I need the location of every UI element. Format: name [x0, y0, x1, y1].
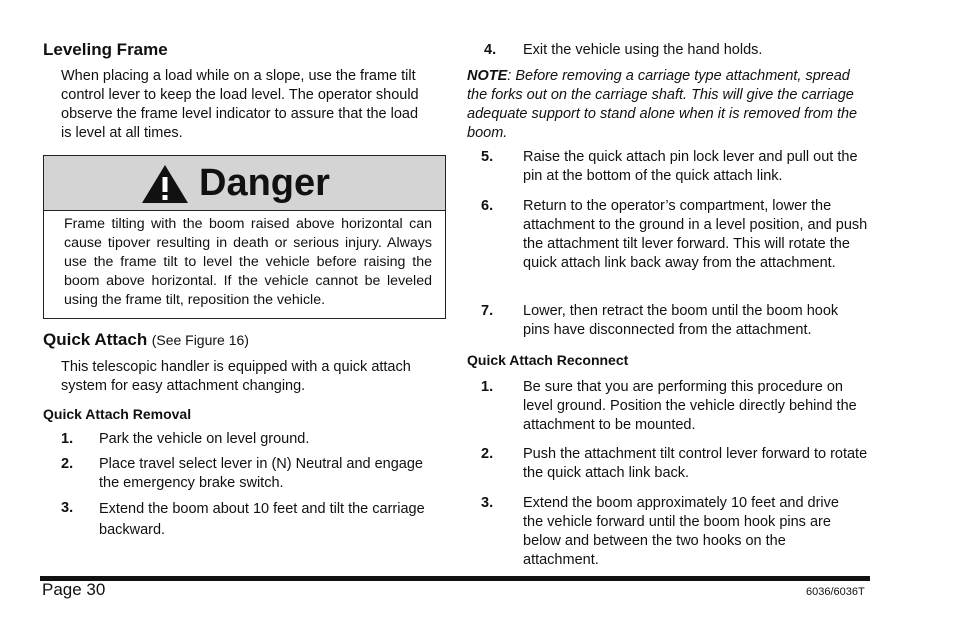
- reconnect-step-1-text: Be sure that you are performing this procedure on level ground. Position the vehicle directly behind the attachment to be mounted.: [523, 379, 857, 433]
- danger-title: Danger: [199, 162, 330, 204]
- removal-step-2-text: Place travel select lever in (N) Neutral and engage the emergency brake switch.: [99, 456, 423, 491]
- reconnect-step-2-number: 2.: [481, 446, 494, 462]
- note-paragraph: [467, 67, 862, 143]
- reconnect-step-3-number: 3.: [481, 495, 494, 511]
- note-label: NOTE: [467, 68, 508, 84]
- removal-heading: Quick Attach Removal: [43, 406, 192, 422]
- warning-triangle-icon: [140, 163, 190, 205]
- model-number: 6036/6036T: [806, 586, 865, 598]
- removal-step-7-number: 7.: [481, 303, 494, 319]
- removal-step-3-text: Extend the boom about 10 feet and tilt the carriage backward.: [99, 501, 425, 538]
- removal-step-5-text: Raise the quick attach pin lock lever and pull out the pin at the bottom of the quick attach link.: [523, 149, 858, 184]
- danger-header: [44, 156, 445, 211]
- removal-step-2-number: 2.: [61, 456, 74, 472]
- removal-step-4-number: 4.: [484, 42, 497, 58]
- note-text: : Before removing a carriage type attachment, spread the forks out on the carriage shaft. This will give the carriage adequate support to stand alone when it is removed from the boom.: [467, 68, 858, 141]
- removal-step-3-number: 3.: [61, 500, 74, 516]
- reconnect-step-1-number: 1.: [481, 379, 494, 395]
- page-number: Page 30: [42, 580, 106, 599]
- removal-step-6-text: Return to the operator’s compartment, lower the attachment to the ground in a level position, and push the attachment tilt lever forward. This will rotate the quick attach link back away from the attachment.: [523, 198, 868, 271]
- removal-step-1-text: Park the vehicle on level ground.: [99, 431, 310, 447]
- removal-step-1-number: 1.: [61, 431, 74, 447]
- leveling-frame-text: When placing a load while on a slope, use the frame tilt control lever to keep the load level. The operator should observe the frame level indicator to assure that the load is level at all times.: [61, 68, 419, 141]
- danger-text: Frame tilting with the boom raised above horizontal can cause tipover resulting in death or serious injury. Always use the frame tilt to level the vehicle before raising the boom above horizontal. If the vehicle cannot be leveled using the frame tilt, reposition the vehicle.: [64, 216, 432, 308]
- removal-step-5-number: 5.: [481, 149, 494, 165]
- quick-attach-heading: Quick Attach: [43, 330, 148, 349]
- reconnect-step-3-text: Extend the boom approximately 10 feet and drive the vehicle forward until the boom hook pins are below and between the two hooks on the attachment.: [523, 495, 839, 568]
- danger-callout: [43, 155, 446, 319]
- removal-step-7-text: Lower, then retract the boom until the boom hook pins have disconnected from the attachment.: [523, 303, 839, 338]
- removal-step-6-number: 6.: [481, 198, 494, 214]
- figure-reference: (See Figure 16): [151, 332, 249, 348]
- reconnect-heading: Quick Attach Reconnect: [467, 352, 629, 368]
- footer-rule: [40, 576, 870, 581]
- quick-attach-heading-line: [43, 330, 249, 350]
- reconnect-step-2-text: Push the attachment tilt control lever forward to rotate the quick attach link back.: [523, 446, 868, 481]
- removal-step-4-text: Exit the vehicle using the hand holds.: [523, 42, 763, 58]
- quick-attach-text: This telescopic handler is equipped with a quick attach system for easy attachment changing.: [61, 359, 411, 394]
- leveling-frame-heading: Leveling Frame: [43, 40, 168, 59]
